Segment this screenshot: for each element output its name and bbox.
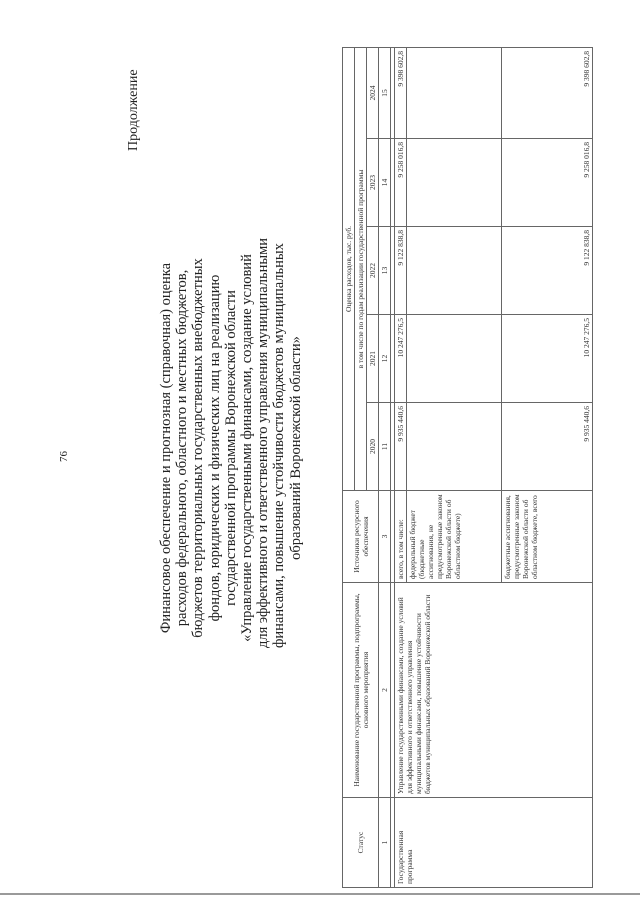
header-year: 2021 xyxy=(367,315,379,403)
value-cell: 9 398 602,8 xyxy=(502,47,593,138)
header-status: Статус xyxy=(343,798,379,888)
header-by-years: в том числе по годам реализации государственной программы xyxy=(355,47,367,490)
value-cell: 9 935 440,6 xyxy=(502,403,593,491)
header-source: Источники ресурсного обеспечения xyxy=(343,491,379,583)
title-line: бюджетов территориальных государственных внебюджетных xyxy=(190,258,207,638)
title-line: государственной программы Воронежской области xyxy=(222,290,239,606)
column-number: 1 xyxy=(379,798,391,888)
title-line: «Управление государственными финансами, создание условий xyxy=(239,254,256,642)
financing-table xyxy=(342,47,593,888)
source-cell: бюджетные ассигнования, предусмотренные законом Воронежской области об областном бюджете, всего xyxy=(502,491,593,583)
title-line: образований Воронежской области» xyxy=(287,336,304,560)
status-cell: Государственная программа xyxy=(395,798,593,888)
table-row xyxy=(395,47,407,887)
value-cell: 10 247 276,5 xyxy=(502,315,593,403)
value-cell xyxy=(407,227,502,315)
value-cell: 9 935 440,6 xyxy=(395,403,407,491)
source-cell: федеральный бюджет (бюджетные ассигнования, не предусмотренные законом Воронежской области об областном бюджете) xyxy=(407,491,502,583)
column-number: 2 xyxy=(379,583,391,798)
header-year: 2022 xyxy=(367,227,379,315)
value-cell: 9 122 838,8 xyxy=(502,227,593,315)
value-cell: 9 258 016,8 xyxy=(395,139,407,227)
column-number: 13 xyxy=(379,227,391,315)
program-name-cell: Управление государственными финансами, создание условий для эффективного и ответственного управления муниципальными финансами, повышение устойчивости бюджетов муниципальных образований Воронежской области xyxy=(395,583,593,798)
value-cell: 10 247 276,5 xyxy=(395,315,407,403)
continuation-label: Продолжение xyxy=(126,69,141,151)
page-number: 76 xyxy=(58,451,70,462)
title-line: фондов, юридических и физических лиц на реализацию xyxy=(206,274,223,622)
header-name: Наименование государственной программы, подпрограммы, основного мероприятия xyxy=(343,583,379,798)
title-line: Финансовое обеспечение и прогнозная (справочная) оценка xyxy=(158,262,174,634)
column-number: 15 xyxy=(379,47,391,138)
title-line: расходов федерального, областного и местных бюджетов, xyxy=(174,269,191,627)
value-cell: 9 258 016,8 xyxy=(502,139,593,227)
column-number-row xyxy=(379,47,391,887)
header-year: 2020 xyxy=(367,403,379,491)
header-estimate: Оценка расходов, тыс. руб. xyxy=(343,47,355,490)
value-cell xyxy=(407,47,502,138)
column-number: 3 xyxy=(379,491,391,583)
value-cell xyxy=(407,403,502,491)
value-cell: 9 122 838,8 xyxy=(395,227,407,315)
value-cell xyxy=(407,139,502,227)
source-cell: всего, в том числе: xyxy=(395,491,407,583)
title-line: для эффективного и ответственного управления муниципальными xyxy=(255,237,272,648)
header-row xyxy=(343,47,355,887)
value-cell xyxy=(407,315,502,403)
column-number: 14 xyxy=(379,139,391,227)
title-line: финансами, повышение устойчивости бюджетов муниципальных xyxy=(271,243,288,648)
column-number: 11 xyxy=(379,403,391,491)
column-number: 12 xyxy=(379,315,391,403)
header-year: 2024 xyxy=(367,47,379,138)
document-title xyxy=(158,237,304,648)
value-cell: 9 398 602,8 xyxy=(395,47,407,138)
header-year: 2023 xyxy=(367,139,379,227)
